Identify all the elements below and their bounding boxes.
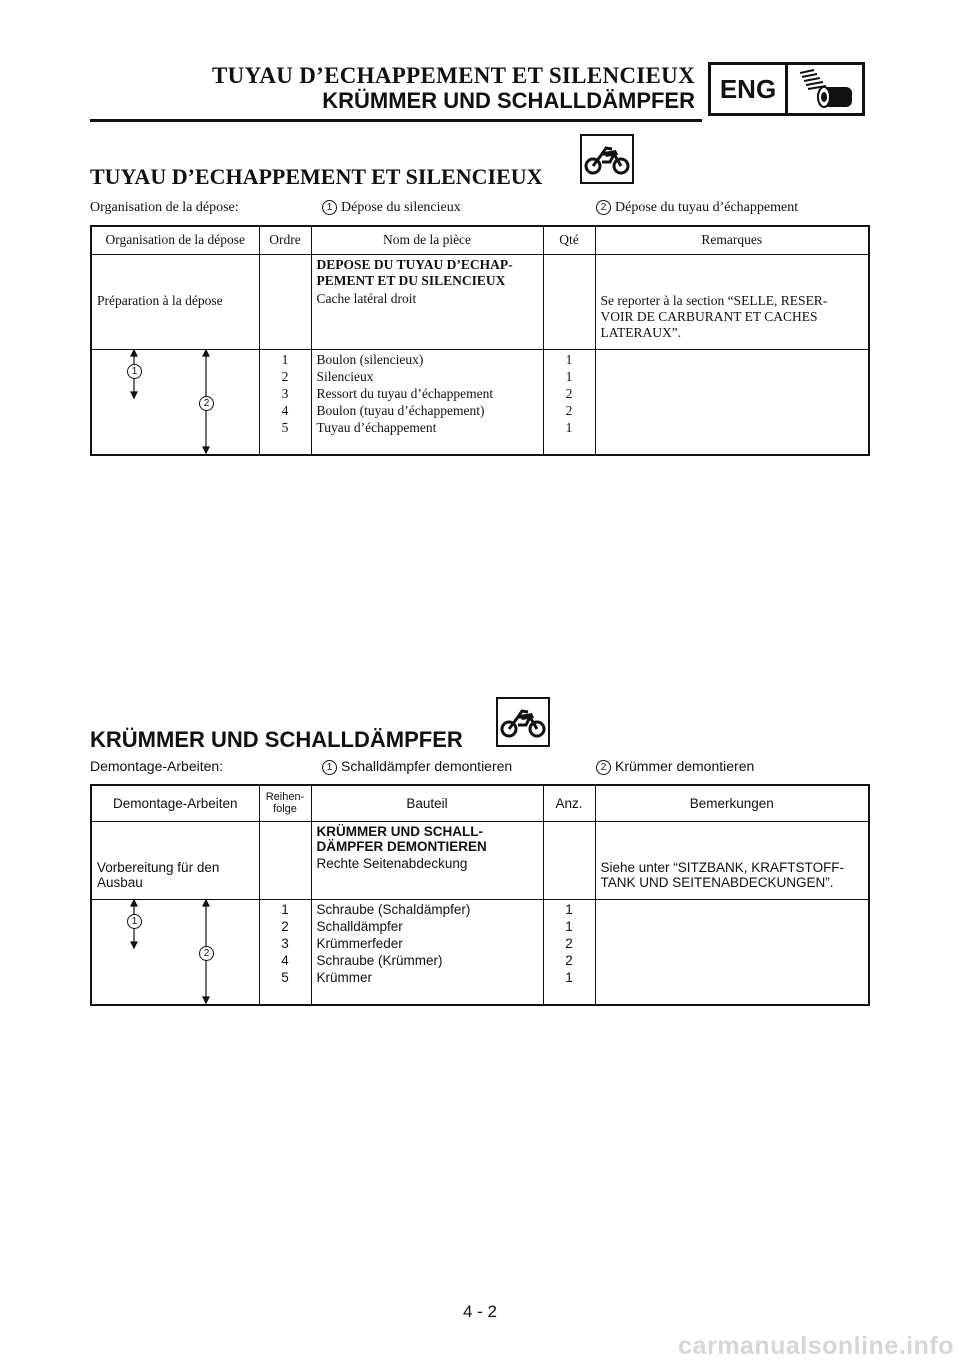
step1-text-fr: Dépose du silencieux <box>341 200 461 215</box>
step2-number-de: 2 <box>596 760 611 775</box>
sequence-brackets <box>91 899 259 1005</box>
bracket-2-label: 2 <box>199 946 214 961</box>
prep-part: Cache latéral droit <box>316 290 417 306</box>
prep-part: Rechte Seitenabdeckung <box>316 855 468 871</box>
row-part: Schraube (Schaldämpfer) <box>316 901 471 917</box>
step2-fr <box>596 200 798 216</box>
row-order: 5 <box>281 419 289 435</box>
row-qty: 1 <box>565 351 573 367</box>
section-title-de: KRÜMMER UND SCHALLDÄMPFER <box>90 727 463 752</box>
page-number: 4 - 2 <box>462 1302 498 1321</box>
col-header: Anz. <box>543 785 595 821</box>
row-order: 3 <box>281 385 289 401</box>
step2-number-fr: 2 <box>596 200 611 215</box>
header-rule <box>90 119 702 122</box>
col-header: Organisation de la dépose <box>91 226 259 254</box>
row-qty: 2 <box>565 402 573 418</box>
row-part: Krümmerfeder <box>316 935 403 951</box>
col-header: Bemerkungen <box>595 785 869 821</box>
header-title-de: KRÜMMER UND SCHALLDÄMPFER <box>322 88 695 113</box>
step2-text-de: Krümmer demontieren <box>615 758 755 774</box>
motorcycle-icon <box>496 697 550 747</box>
row-qty: 2 <box>565 952 573 968</box>
step1-number-fr: 1 <box>322 200 337 215</box>
prep-label: Préparation à la dépose <box>97 292 223 308</box>
row-order: 3 <box>281 935 289 951</box>
row-order: 5 <box>281 969 289 985</box>
removal-table-fr <box>90 225 870 456</box>
org-label-de: Demontage-Arbeiten: <box>90 758 224 774</box>
prep-remark: Se reporter à la section “SELLE, RESER- VOIR DE CARBURANT ET CACHES LATERAUX”. <box>600 292 828 340</box>
row-qty: 2 <box>565 935 573 951</box>
row-part: Krümmer <box>316 969 373 985</box>
sequence-arrows <box>92 350 260 456</box>
col-header: Qté <box>543 226 595 254</box>
org-label-fr: Organisation de la dépose: <box>90 200 239 215</box>
step1-text-de: Schalldämpfer demontieren <box>341 758 513 774</box>
motorcycle-icon <box>580 134 634 184</box>
bracket-1-label: 1 <box>127 914 142 929</box>
row-part: Schraube (Krümmer) <box>316 952 443 968</box>
col-header: Remarques <box>595 226 869 254</box>
row-part: Boulon (tuyau d’échappement) <box>316 402 485 418</box>
col-header: Demontage-Arbeiten <box>91 785 259 821</box>
section-title-fr: TUYAU D’ECHAPPEMENT ET SILENCIEUX <box>90 164 543 189</box>
exhaust-pipe-icon <box>788 62 865 116</box>
sequence-brackets <box>91 349 259 455</box>
step2-de <box>596 758 754 775</box>
row-part: Ressort du tuyau d’échappement <box>316 385 494 401</box>
bracket-2-label: 2 <box>199 396 214 411</box>
watermark: carmanualsonline.info <box>678 1332 954 1360</box>
col-header: Ordre <box>259 226 311 254</box>
eng-badge: ENG <box>708 62 788 116</box>
col-header: Bauteil <box>311 785 543 821</box>
step1-number-de: 1 <box>322 760 337 775</box>
row-qty: 1 <box>565 419 573 435</box>
row-qty: 1 <box>565 368 573 384</box>
removal-table-de <box>90 784 870 1006</box>
col-header: Reihen- folge <box>259 785 311 821</box>
step1-de <box>322 758 512 775</box>
row-part: Schalldämpfer <box>316 918 403 934</box>
row-part: Silencieux <box>316 368 374 384</box>
row-qty: 2 <box>565 385 573 401</box>
row-order: 1 <box>281 351 289 367</box>
row-qty: 1 <box>565 918 573 934</box>
row-qty: 1 <box>565 969 573 985</box>
procedure-heading: KRÜMMER UND SCHALL- DÄMPFER DEMONTIEREN <box>316 823 487 854</box>
row-part: Boulon (silencieux) <box>316 351 424 367</box>
prep-label: Vorbereitung für den Ausbau <box>97 859 220 890</box>
bracket-1-label: 1 <box>127 364 142 379</box>
row-qty: 1 <box>565 901 573 917</box>
procedure-heading: DEPOSE DU TUYAU D’ECHAP- PEMENT ET DU SILENCIEUX <box>316 256 513 288</box>
col-header: Nom de la pièce <box>311 226 543 254</box>
step1-fr <box>322 200 461 216</box>
sequence-arrows <box>92 900 260 1006</box>
row-order: 1 <box>281 901 289 917</box>
row-order: 2 <box>281 918 289 934</box>
row-order: 4 <box>281 952 289 968</box>
row-order: 2 <box>281 368 289 384</box>
prep-remark: Siehe unter “SITZBANK, KRAFTSTOFF- TANK UND SEITENABDECKUNGEN”. <box>600 859 845 890</box>
row-order: 4 <box>281 402 289 418</box>
step2-text-fr: Dépose du tuyau d’échappement <box>615 200 799 215</box>
header-title-fr: TUYAU D’ECHAPPEMENT ET SILENCIEUX <box>212 63 695 88</box>
row-part: Tuyau d’échappement <box>316 419 437 435</box>
